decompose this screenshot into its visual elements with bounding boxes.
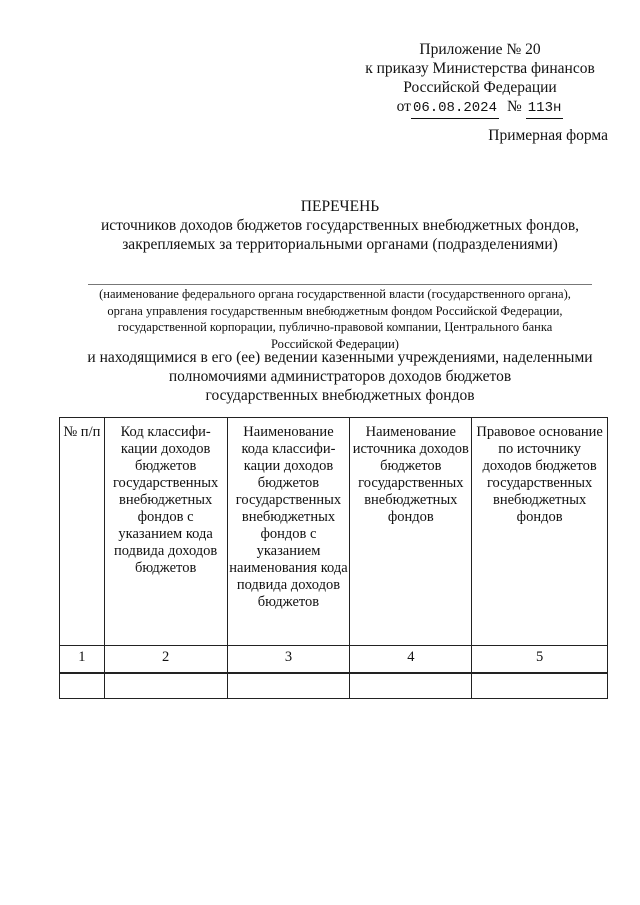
column-number: 4	[350, 646, 472, 674]
appendix-ministry: Российской Федерации	[403, 79, 557, 96]
header-source-name: Наименование источника доходов бюджетов государственных внебюджетных фондов	[350, 418, 472, 646]
subtitle-line-1: и находящимися в его (ее) ведении казенными учреждениями, наделенными	[87, 349, 593, 366]
note-line-3: государственной корпорации, публично-правовой компании, Центрального банка	[117, 320, 553, 334]
appendix-number: Приложение № 20	[419, 41, 541, 58]
header-legal-basis: Правовое основание по источнику доходов бюджетов государственных внебюджетных фондов	[472, 418, 608, 646]
empty-cell	[60, 673, 105, 699]
subtitle-block	[40, 348, 640, 405]
fill-in-line	[88, 284, 592, 285]
column-number: 2	[104, 646, 227, 674]
empty-cell	[472, 673, 608, 699]
empty-cell	[350, 673, 472, 699]
fill-in-note	[70, 286, 600, 352]
note-line-4: Российской Федерации)	[271, 336, 399, 351]
document-heading: ПЕРЕЧЕНЬ	[300, 198, 380, 215]
column-number: 1	[60, 646, 105, 674]
header-row-number: № п/п	[60, 418, 105, 646]
income-sources-table	[59, 417, 608, 699]
order-number-sign: №	[506, 98, 522, 115]
document-title-line-1: источников доходов бюджетов государственных внебюджетных фондов,	[100, 217, 580, 234]
empty-cell	[104, 673, 227, 699]
header-code-name: Наименование кода классифи-кации доходов бюджетов государственных внебюджетных фондов с указанием наименования кода подвида доходов бюджетов	[227, 418, 350, 646]
note-line-2: органа управления государственным внебюджетным фондом Российской Федерации,	[107, 303, 563, 318]
subtitle-line-2: полномочиями администраторов доходов бюджетов	[168, 368, 512, 385]
appendix-order-ref: к приказу Министерства финансов	[365, 60, 595, 77]
appendix-block	[360, 40, 600, 119]
sample-form-label: Примерная форма	[488, 127, 608, 144]
empty-cell	[227, 673, 350, 699]
table-header-row	[60, 418, 608, 646]
table-row	[60, 673, 608, 699]
document-title-line-2: закрепляемых за территориальными органами (подразделениями)	[122, 236, 558, 253]
order-date-line	[397, 97, 564, 119]
column-number: 5	[472, 646, 608, 674]
title-block	[40, 197, 640, 254]
column-numbers-row	[60, 646, 608, 674]
order-number: 113н	[526, 99, 564, 119]
subtitle-line-3: государственных внебюджетных фондов	[205, 387, 475, 404]
order-from-prefix: от	[396, 98, 411, 115]
order-date: 06.08.2024	[411, 99, 499, 119]
column-number: 3	[227, 646, 350, 674]
header-classification-code: Код классифи-кации доходов бюджетов государственных внебюджетных фондов с указанием кода подвида доходов бюджетов	[104, 418, 227, 646]
note-line-1: (наименование федерального органа государственной власти (государственного органа),	[99, 287, 571, 301]
